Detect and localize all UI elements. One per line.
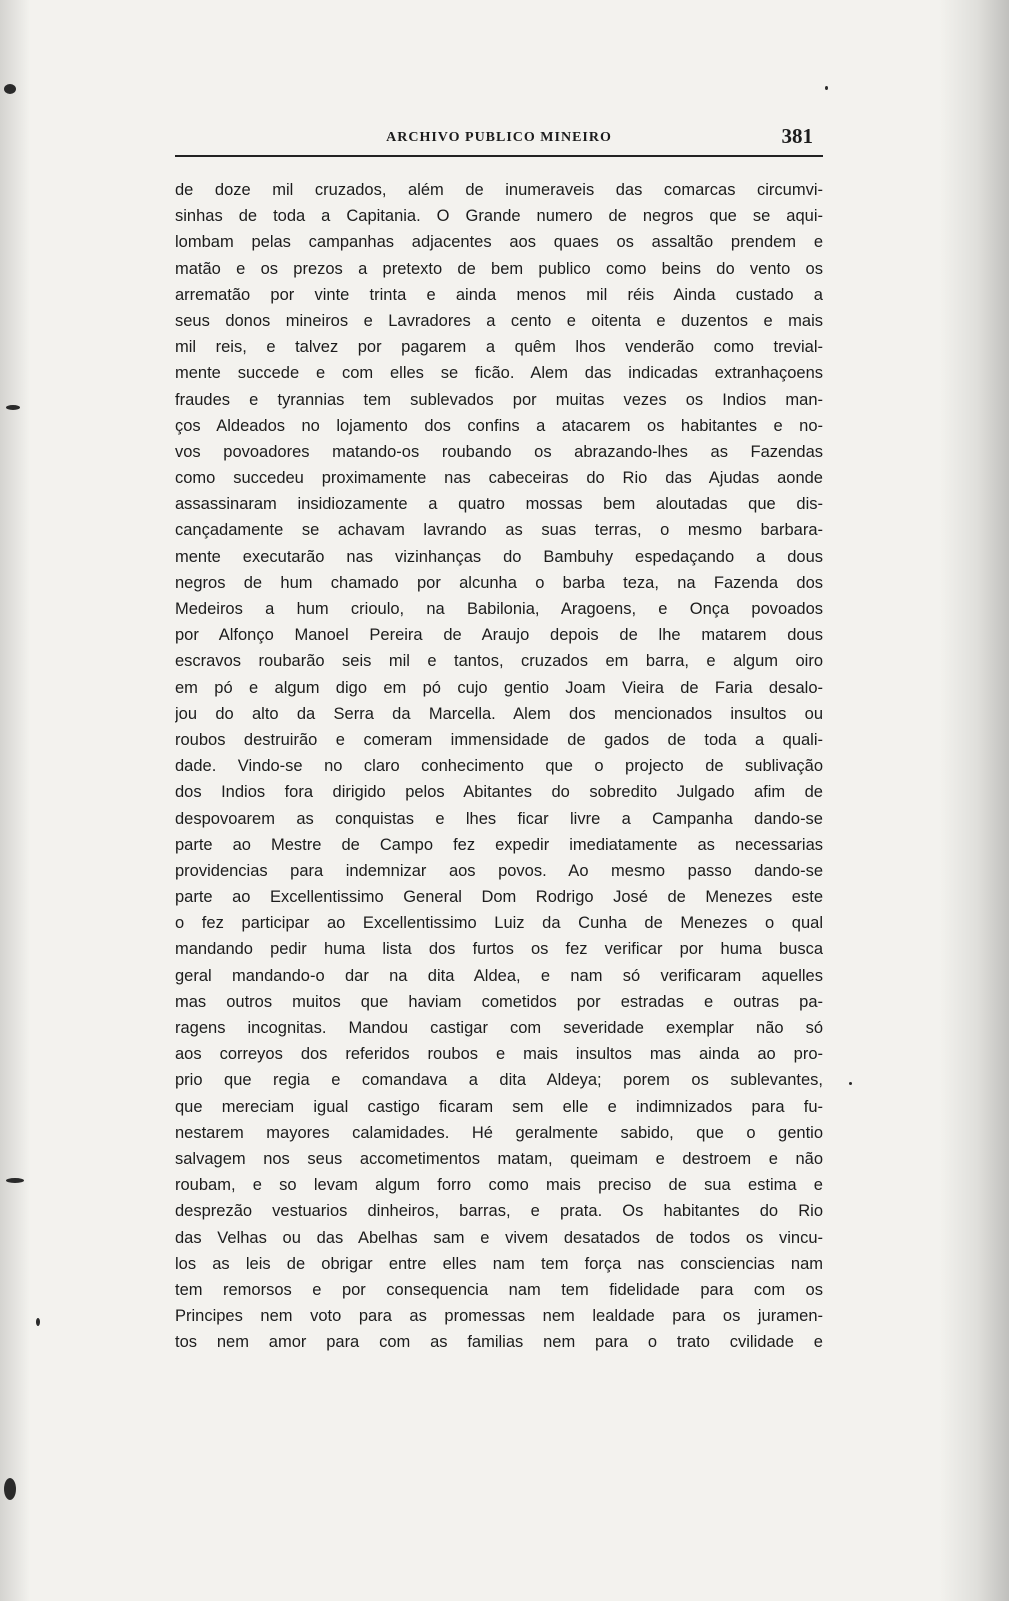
scan-speck xyxy=(36,1318,40,1326)
header-rule xyxy=(175,155,823,157)
text-line: sinhas de toda a Capitania. O Grande numero de negros que se aqui- xyxy=(175,207,823,226)
scan-speck xyxy=(849,1082,852,1085)
text-line: de doze mil cruzados, além de inumeraveis das comarcas circumvi- xyxy=(175,181,823,199)
text-line: escravos roubarão seis mil e tantos, cruzados em barra, e algum oiro xyxy=(175,652,823,671)
text-line: vos povoadores matando-os roubando os abrazando-lhes as Fazendas xyxy=(175,442,823,461)
text-line: parte ao Excellentissimo General Dom Rodrigo José de Menezes este xyxy=(175,888,823,907)
text-line: aos correyos dos referidos roubos e mais insultos mas ainda ao pro- xyxy=(175,1045,823,1064)
text-line: ços Aldeados no lojamento dos confins a atacarem os habitantes e no- xyxy=(175,416,823,435)
text-line: roubam, e so levam algum forro como mais preciso de sua estima e xyxy=(175,1176,823,1195)
text-line: jou do alto da Serra da Marcella. Alem dos mencionados insultos ou xyxy=(175,704,823,723)
text-line: mas outros muitos que haviam cometidos por estradas e outras pa- xyxy=(175,992,823,1011)
text-line: arrematão por vinte trinta e ainda menos mil réis Ainda custado a xyxy=(175,285,823,304)
text-line: dade. Vindo-se no claro conhecimento que o projecto de sublivação xyxy=(175,757,823,776)
text-line: tem remorsos e por consequencia nam tem fidelidade para com os xyxy=(175,1280,823,1299)
page-number: 381 xyxy=(781,124,813,148)
text-line: roubos destruirão e comeram immensidade de gados de toda a quali- xyxy=(175,730,823,749)
text-line: em pó e algum digo em pó cujo gentio Joam Vieira de Faria desalo- xyxy=(175,678,823,697)
text-line: cançadamente se achavam lavrando as suas terras, o mesmo barbara- xyxy=(175,521,823,540)
text-line: matão e os prezos a pretexto de bem publico como beins do vento os xyxy=(175,259,823,278)
scan-speck xyxy=(6,1178,24,1183)
text-line: prio que regia e comandava a dita Aldeya; porem os sublevantes, xyxy=(175,1071,823,1090)
body-text xyxy=(175,177,823,1355)
text-line: mente succede e com elles se ficão. Alem das indicadas extranhaçoens xyxy=(175,364,823,383)
running-head: ARCHIVO PUBLICO MINEIRO xyxy=(386,130,612,145)
text-line: mandando pedir huma lista dos furtos os fez verificar por huma busca xyxy=(175,940,823,959)
scan-speck xyxy=(4,84,16,94)
scan-speck xyxy=(4,1478,16,1500)
page-header xyxy=(175,124,823,154)
text-line: dos Indios fora dirigido pelos Abitantes do sobredito Julgado afim de xyxy=(175,783,823,802)
text-line: geral mandando-o dar na dita Aldea, e nam só verificaram aquelles xyxy=(175,966,823,985)
text-line: negros de hum chamado por alcunha o barba teza, na Fazenda dos xyxy=(175,573,823,592)
scan-speck xyxy=(6,405,20,410)
scan-edge-left xyxy=(0,0,30,1601)
scan-speck xyxy=(825,86,828,90)
scan-edge-right xyxy=(939,0,1009,1601)
text-line: providencias para indemnizar aos povos. Ao mesmo passo dando-se xyxy=(175,861,823,880)
text-line: seus donos mineiros e Lavradores a cento e oitenta e duzentos e mais xyxy=(175,311,823,330)
text-line: tos nem amor para com as familias nem para o trato cvilidade e xyxy=(175,1333,823,1352)
text-line: das Velhas ou das Abelhas sam e vivem desatados de todos os vincu- xyxy=(175,1228,823,1247)
text-line: que mereciam igual castigo ficaram sem elle e indimnizados para fu- xyxy=(175,1097,823,1116)
text-line: despovoarem as conquistas e lhes ficar livre a Campanha dando-se xyxy=(175,809,823,828)
text-line: lombam pelas campanhas adjacentes aos quaes os assaltão prendem e xyxy=(175,233,823,252)
text-line: assassinaram insidiozamente a quatro mossas bem aloutadas que dis- xyxy=(175,495,823,514)
text-line: parte ao Mestre de Campo fez expedir imediatamente as necessarias xyxy=(175,835,823,854)
text-line: mente executarão nas vizinhanças do Bambuhy espedaçando a dous xyxy=(175,547,823,566)
text-line: mil reis, e talvez por pagarem a quêm lhos venderão como trevial- xyxy=(175,338,823,357)
text-line: ragens incognitas. Mandou castigar com severidade exemplar não só xyxy=(175,1019,823,1037)
text-line: Principes nem voto para as promessas nem lealdade para os juramen- xyxy=(175,1307,823,1326)
text-line: fraudes e tyrannias tem sublevados por muitas vezes os Indios man- xyxy=(175,390,823,409)
text-line: desprezão vestuarios dinheiros, barras, e prata. Os habitantes do Rio xyxy=(175,1202,823,1221)
text-line: por Alfonço Manoel Pereira de Araujo depois de lhe matarem dous xyxy=(175,626,823,645)
text-line: los as leis de obrigar entre elles nam tem força nas consciencias nam xyxy=(175,1254,823,1273)
text-line: Medeiros a hum crioulo, na Babilonia, Aragoens, e Onça povoados xyxy=(175,600,823,618)
text-line: nestarem mayores calamidades. Hé geralmente sabido, que o gentio xyxy=(175,1123,823,1142)
text-line: como succedeu proximamente nas cabeceiras do Rio das Ajudas aonde xyxy=(175,469,823,488)
text-line: salvagem nos seus accometimentos matam, queimam e destroem e não xyxy=(175,1149,823,1168)
text-line: o fez participar ao Excellentissimo Luiz da Cunha de Menezes o qual xyxy=(175,914,823,933)
